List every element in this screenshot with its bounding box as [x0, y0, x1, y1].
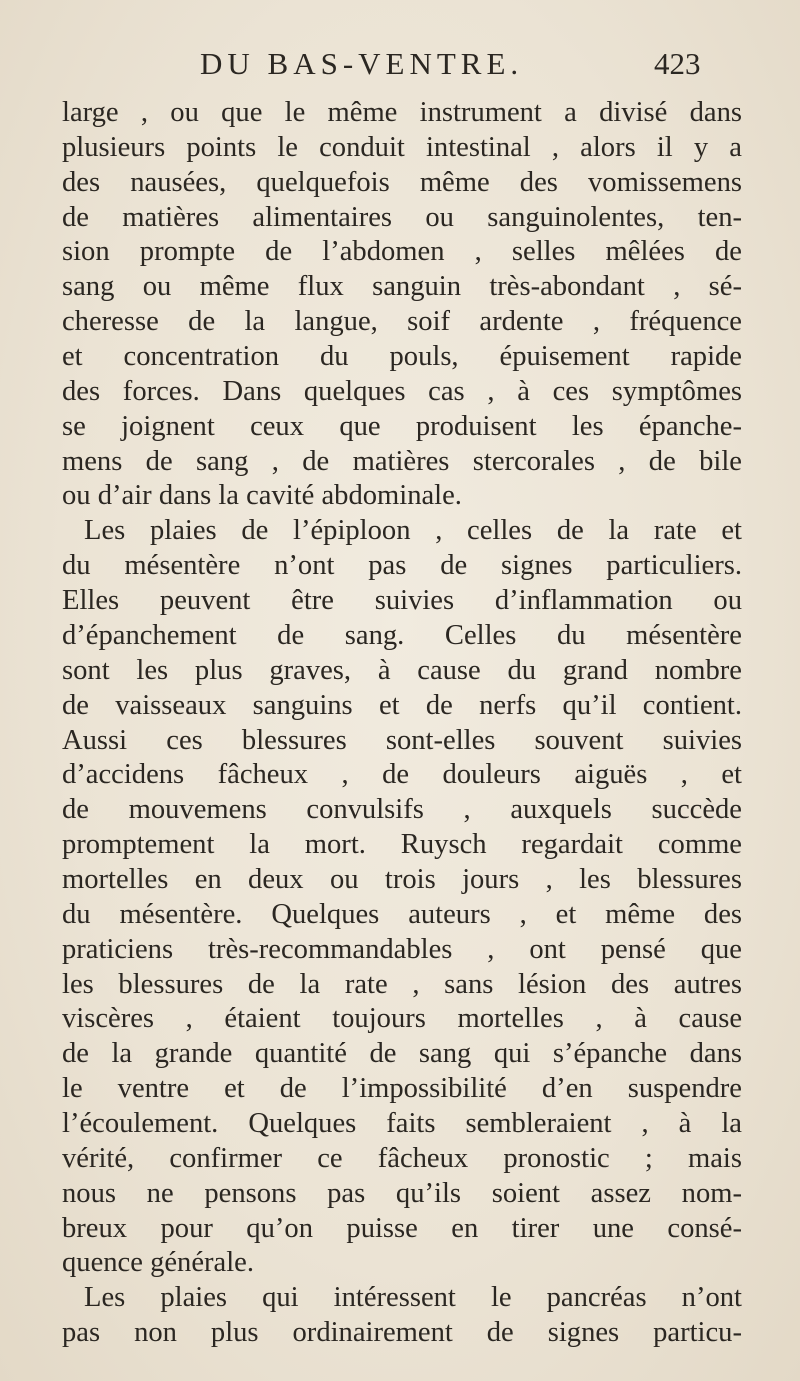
text-line-15: Elles peuvent être suivies d’inflammation ou [62, 585, 742, 617]
text-line-26: les blessures de la rate , sans lésion des autres [62, 968, 742, 1000]
text-line-18: de vaisseaux sanguins et de nerfs qu’il contient. [62, 689, 742, 721]
text-line-3: des nausées, quelquefois même des vomissemens [62, 166, 742, 198]
text-line-11: mens de sang , de matières stercorales , de bile [62, 445, 742, 477]
text-line-16: d’épanchement de sang. Celles du mésentère [62, 619, 742, 651]
text-line-17: sont les plus graves, à cause du grand nombre [62, 654, 742, 686]
text-line-9: des forces. Dans quelques cas , à ces symptômes [62, 375, 742, 407]
text-line-28: de la grande quantité de sang qui s’épanche dans [62, 1038, 742, 1070]
text-line-10: se joignent ceux que produisent les épanche- [62, 410, 742, 442]
text-line-12: ou d’air dans la cavité abdominale. [62, 480, 462, 512]
text-line-29: le ventre et de l’impossibilité d’en suspendre [62, 1073, 742, 1105]
text-line-7: cheresse de la langue, soif ardente , fréquence [62, 306, 742, 338]
page-number: 423 [654, 46, 701, 81]
text-line-13: Les plaies de l’épiploon , celles de la rate et [84, 515, 742, 547]
text-line-6: sang ou même flux sanguin très-abondant , sé- [62, 271, 742, 303]
text-line-31: vérité, confirmer ce fâcheux pronostic ; mais [62, 1142, 742, 1174]
text-line-33: breux pour qu’on puisse en tirer une consé- [62, 1212, 742, 1244]
running-head: DU BAS-VENTRE. [200, 46, 524, 81]
text-line-25: praticiens très-recommandables , ont pensé que [62, 933, 742, 965]
text-line-36: pas non plus ordinairement de signes particu- [62, 1317, 742, 1349]
text-line-2: plusieurs points le conduit intestinal , alors il y a [62, 131, 742, 163]
text-line-22: promptement la mort. Ruysch regardait comme [62, 829, 742, 861]
text-line-4: de matières alimentaires ou sanguinolentes, ten- [62, 201, 742, 233]
text-line-32: nous ne pensons pas qu’ils soient assez nom- [62, 1177, 742, 1209]
text-line-20: d’accidens fâcheux , de douleurs aiguës , et [62, 759, 742, 791]
text-line-34: quence générale. [62, 1247, 254, 1279]
text-line-14: du mésentère n’ont pas de signes particuliers. [62, 550, 742, 582]
text-line-24: du mésentère. Quelques auteurs , et même des [62, 898, 742, 930]
text-line-35: Les plaies qui intéressent le pancréas n’ont [84, 1282, 742, 1314]
text-line-30: l’écoulement. Quelques faits sembleraient , à la [62, 1107, 742, 1139]
text-line-19: Aussi ces blessures sont-elles souvent suivies [62, 724, 742, 756]
page-header [0, 44, 800, 84]
text-line-8: et concentration du pouls, épuisement rapide [62, 341, 742, 373]
text-line-21: de mouvemens convulsifs , auxquels succède [62, 794, 742, 826]
text-line-1: large , ou que le même instrument a divisé dans [62, 97, 742, 128]
text-line-5: sion prompte de l’abdomen , selles mêlées de [62, 236, 742, 268]
text-line-27: viscères , étaient toujours mortelles , à cause [62, 1003, 742, 1035]
text-line-23: mortelles en deux ou trois jours , les blessures [62, 863, 742, 895]
